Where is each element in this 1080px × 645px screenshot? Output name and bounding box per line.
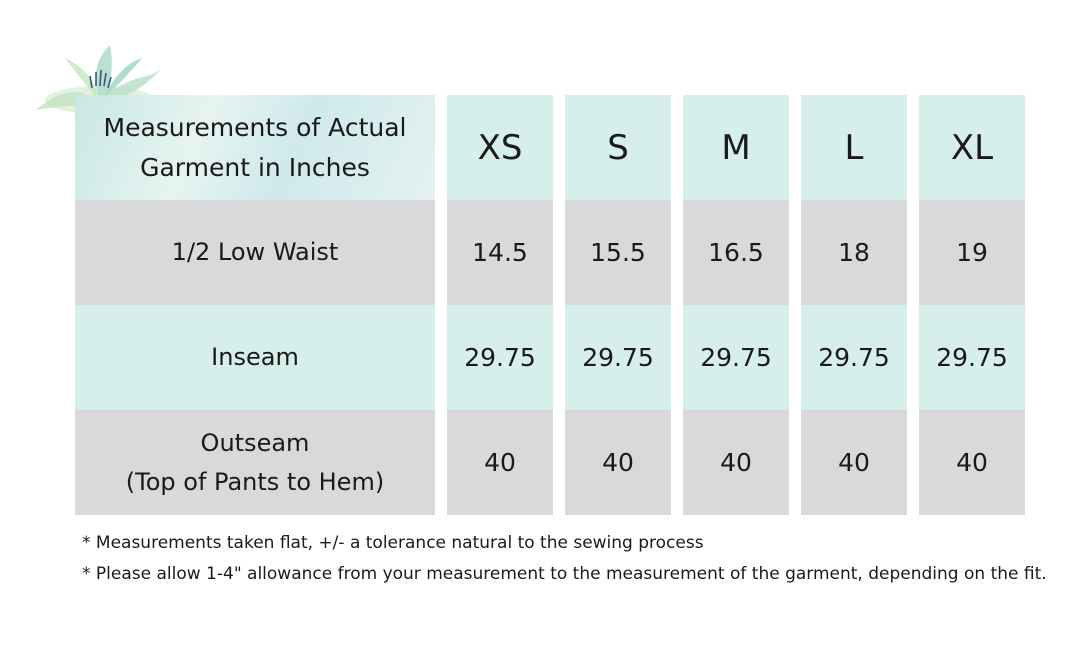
footnotes <box>82 528 1047 590</box>
value-cell: 19 <box>919 200 1025 305</box>
size-header-xl: XL <box>919 95 1025 200</box>
table-row <box>75 410 1025 515</box>
header-label-line2: Garment in Inches <box>140 152 370 182</box>
value-cell: 16.5 <box>683 200 789 305</box>
row-label-cell <box>75 305 435 410</box>
size-header-s: S <box>565 95 671 200</box>
row-label: Inseam <box>211 343 299 372</box>
footnote-allowance: * Please allow 1-4" allowance from your measurement to the measurement of the garment, depending on the fit. <box>82 564 1047 584</box>
size-chart-table <box>75 95 1025 515</box>
value-cell: 40 <box>801 410 907 515</box>
row-label: Outseam <box>200 429 310 458</box>
size-header-m: M <box>683 95 789 200</box>
value-cell: 29.75 <box>447 305 553 410</box>
value-cell: 18 <box>801 200 907 305</box>
value-cell: 40 <box>565 410 671 515</box>
table-row <box>75 200 1025 305</box>
row-label-cell <box>75 200 435 305</box>
footnote-measurements-flat: * Measurements taken flat, +/- a tolerance natural to the sewing process <box>82 533 704 553</box>
value-cell: 29.75 <box>683 305 789 410</box>
value-cell: 29.75 <box>919 305 1025 410</box>
row-label-sub: (Top of Pants to Hem) <box>125 467 385 496</box>
value-cell: 14.5 <box>447 200 553 305</box>
table-header-row <box>75 95 1025 200</box>
value-cell: 40 <box>919 410 1025 515</box>
value-cell: 15.5 <box>565 200 671 305</box>
row-label: 1/2 Low Waist <box>171 238 339 267</box>
size-header-xs: XS <box>447 95 553 200</box>
table-row <box>75 305 1025 410</box>
value-cell: 29.75 <box>801 305 907 410</box>
row-label-cell <box>75 410 435 515</box>
value-cell: 40 <box>683 410 789 515</box>
header-label-cell <box>75 95 435 200</box>
header-label-line1: Measurements of Actual <box>103 112 407 142</box>
value-cell: 40 <box>447 410 553 515</box>
size-header-l: L <box>801 95 907 200</box>
value-cell: 29.75 <box>565 305 671 410</box>
